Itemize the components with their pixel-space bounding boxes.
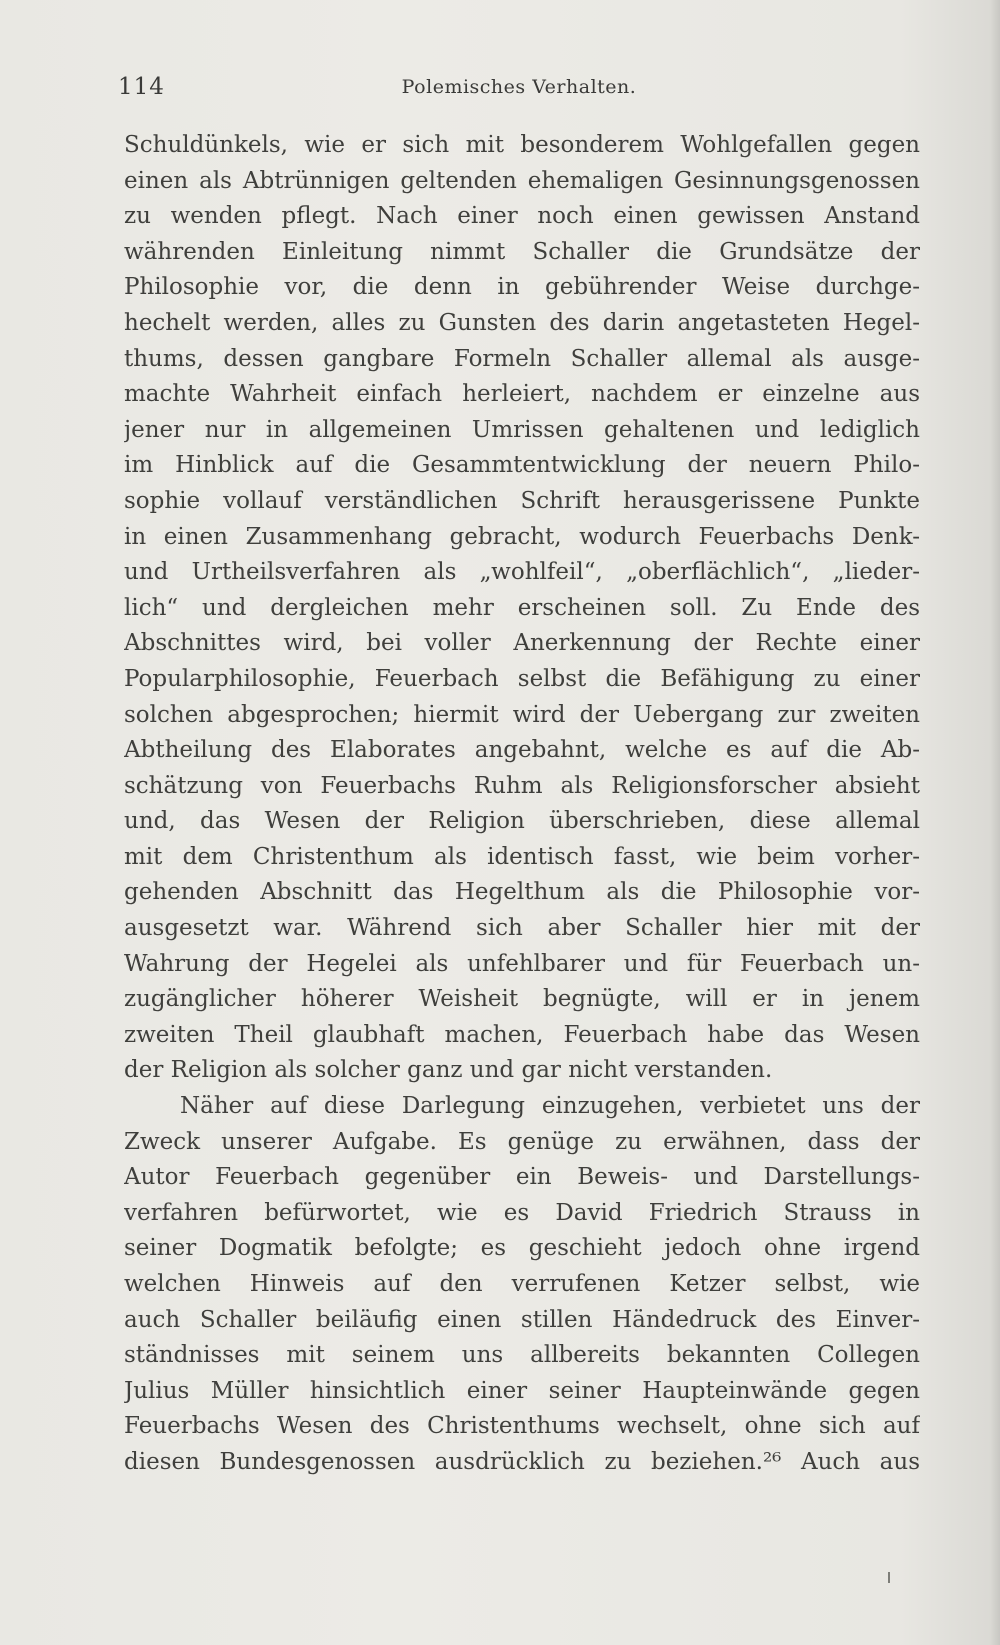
page-number: 114 <box>118 74 165 100</box>
text-line: thums, dessen gangbare Formeln Schaller allemal als ausge- <box>124 345 920 372</box>
text-line: Feuerbachs Wesen des Christenthums wechselt, ohne sich auf <box>124 1413 920 1440</box>
text-line: gehenden Abschnitt das Hegelthum als die Philosophie vor- <box>124 879 920 906</box>
text-line: lich“ und dergleichen mehr erscheinen soll. Zu Ende des <box>124 594 920 621</box>
text-line: und, das Wesen der Religion überschrieben, diese allemal <box>124 808 920 835</box>
text-line: Philosophie vor, die denn in gebührender Weise durchge- <box>124 274 920 301</box>
page-header <box>118 74 920 104</box>
text-line: Autor Feuerbach gegenüber ein Beweis- und Darstellungs- <box>124 1164 920 1191</box>
text-line: zu wenden pflegt. Nach einer noch einen gewissen Anstand <box>124 203 920 230</box>
text-line: jener nur in allgemeinen Umrissen gehaltenen und lediglich <box>124 416 920 443</box>
text-line: in einen Zusammenhang gebracht, wodurch Feuerbachs Denk- <box>124 523 920 550</box>
text-line: Julius Müller hinsichtlich einer seiner Haupteinwände gegen <box>124 1377 920 1404</box>
body-text <box>124 128 920 1481</box>
text-line: im Hinblick auf die Gesammtentwicklung der neuern Philo- <box>124 452 920 479</box>
text-line: auch Schaller beiläufig einen stillen Händedruck des Einver- <box>124 1306 920 1333</box>
text-line: machte Wahrheit einfach herleiert, nachdem er einzelne aus <box>124 381 920 408</box>
text-line: Schuldünkels, wie er sich mit besonderem Wohlgefallen gegen <box>124 132 920 158</box>
text-line: Zweck unserer Aufgabe. Es genüge zu erwähnen, dass der <box>124 1128 920 1155</box>
text-line: zugänglicher höherer Weisheit begnügte, will er in jenem <box>124 986 920 1013</box>
text-line-paragraph-end: der Religion als solcher ganz und gar nicht verstanden. <box>124 1057 773 1084</box>
text-line: seiner Dogmatik befolgte; es geschieht jedoch ohne irgend <box>124 1235 920 1262</box>
text-line: Popularphilosophie, Feuerbach selbst die Befähigung zu einer <box>124 665 920 692</box>
text-line: Abtheilung des Elaborates angebahnt, welche es auf die Ab- <box>124 737 920 764</box>
text-line: hechelt werden, alles zu Gunsten des darin angetasteten Hegel- <box>124 309 920 336</box>
text-line: währenden Einleitung nimmt Schaller die Grundsätze der <box>124 238 920 265</box>
stray-ink-mark <box>888 1572 890 1583</box>
text-line: schätzung von Feuerbachs Ruhm als Religionsforscher absieht <box>124 772 920 799</box>
text-line: ausgesetzt war. Während sich aber Schaller hier mit der <box>124 915 920 942</box>
text-line: mit dem Christenthum als identisch fasst, wie beim vorher- <box>124 843 920 870</box>
text-line: zweiten Theil glaubhaft machen, Feuerbach habe das Wesen <box>124 1021 920 1048</box>
text-line: welchen Hinweis auf den verrufenen Ketzer selbst, wie <box>124 1271 920 1297</box>
text-line: ständnisses mit seinem uns allbereits bekannten Collegen <box>124 1342 920 1369</box>
text-line: einen als Abtrünnigen geltenden ehemaligen Gesinnungsgenossen <box>124 167 920 194</box>
text-line: und Urtheilsverfahren als „wohlfeil“, „oberflächlich“, „lieder- <box>124 559 920 586</box>
page-edge-shadow <box>990 0 1000 1645</box>
text-line: Wahrung der Hegelei als unfehlbarer und für Feuerbach un- <box>124 950 920 977</box>
text-line: diesen Bundesgenossen ausdrücklich zu beziehen.²⁶ Auch aus <box>124 1448 920 1475</box>
text-line-paragraph-start: Näher auf diese Darlegung einzugehen, verbietet uns der <box>180 1093 920 1120</box>
text-line: sophie vollauf verständlichen Schrift herausgerissene Punkte <box>124 487 920 514</box>
running-title: Polemisches Verhalten. <box>401 76 637 98</box>
text-line: solchen abgesprochen; hiermit wird der Uebergang zur zweiten <box>124 701 920 728</box>
text-line: Abschnittes wird, bei voller Anerkennung der Rechte einer <box>124 630 920 657</box>
text-line: verfahren befürwortet, wie es David Friedrich Strauss in <box>124 1199 920 1226</box>
